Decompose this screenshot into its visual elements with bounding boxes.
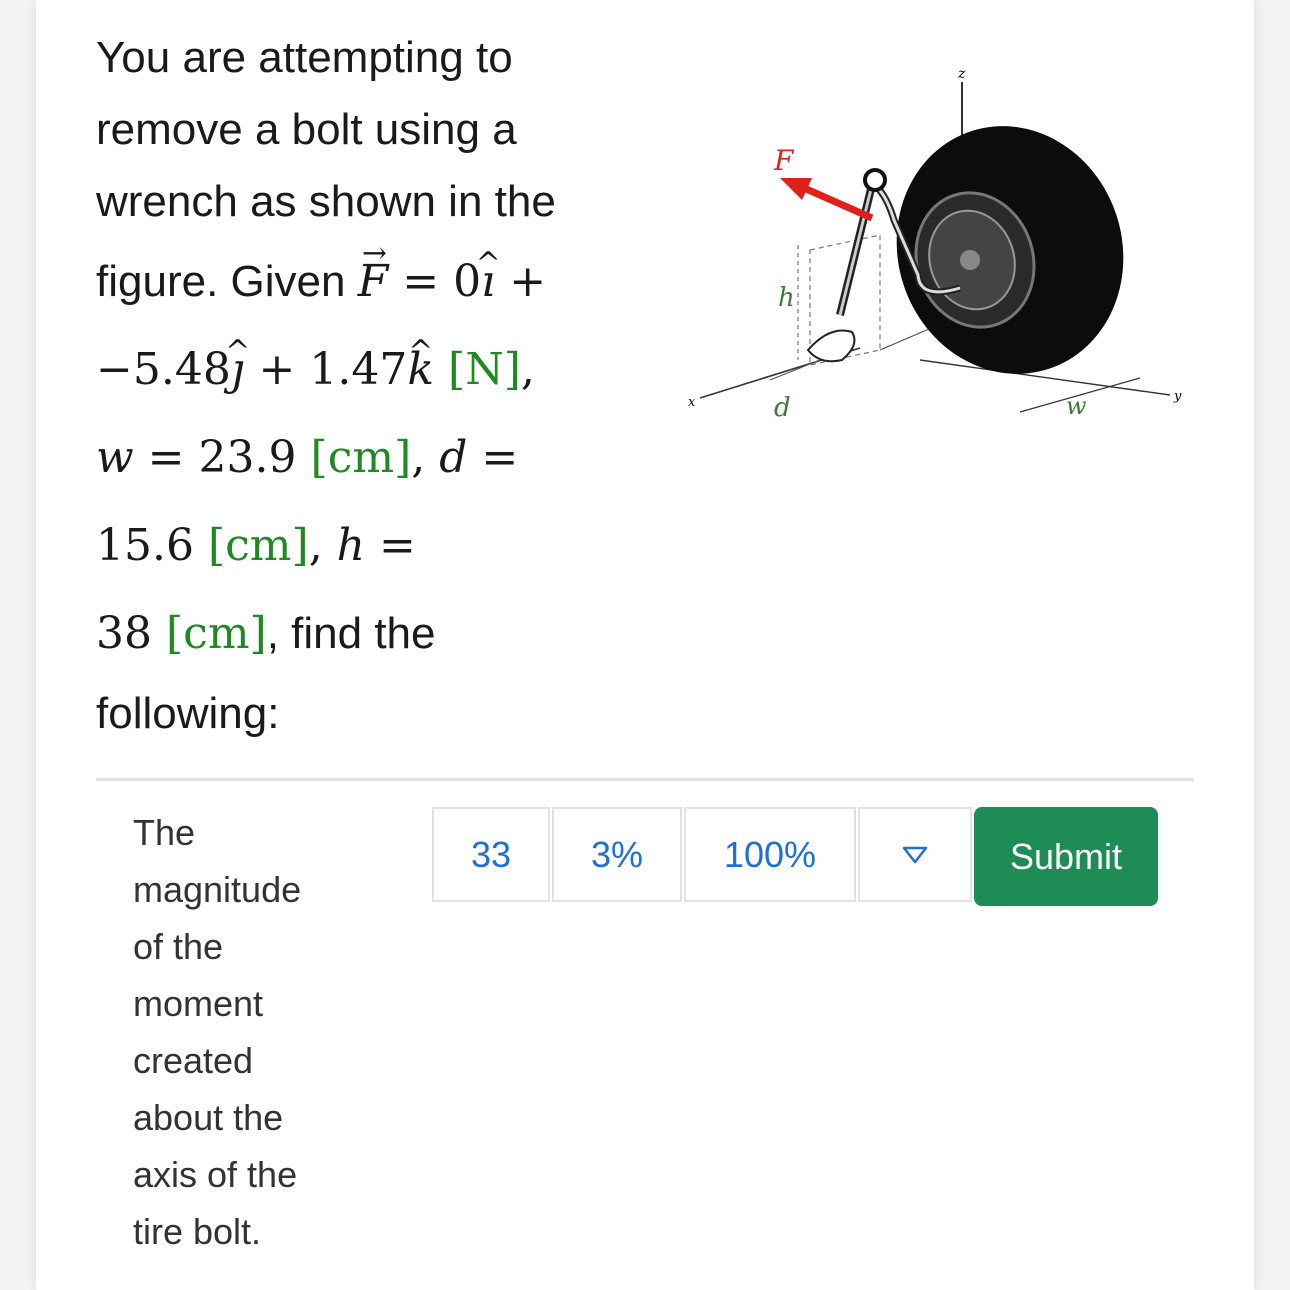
problem-line-1: You are attempting to xyxy=(96,33,513,82)
problem-line-5: −5.48^ ȷ + 1.47^ k [N], xyxy=(96,326,616,414)
force-vector-symbol: → F xyxy=(358,246,389,318)
problem-line-2: remove a bolt using a xyxy=(96,105,517,154)
problem-line-9: following: xyxy=(96,689,280,738)
problem-line-8: 38 [cm] , find the xyxy=(96,608,436,659)
h-label: h xyxy=(778,283,795,313)
submit-button[interactable]: Submit xyxy=(974,807,1158,906)
dropdown-toggle[interactable] xyxy=(858,807,972,902)
problem-line-3: wrench as shown in the xyxy=(96,177,556,226)
d-label: d xyxy=(774,393,791,423)
w-label: w xyxy=(1066,392,1087,420)
z-axis-label: z xyxy=(958,66,966,82)
y-axis-label: y xyxy=(1174,389,1182,404)
tire-wrench-figure xyxy=(680,60,1200,440)
problem-line-7: 15.6 [cm], h = xyxy=(96,520,416,571)
percent-value[interactable]: 3% xyxy=(552,807,682,902)
force-label: F xyxy=(774,144,794,177)
problem-line-6: w = 23.9 [cm], d = xyxy=(96,432,519,483)
problem-line-4: figure. Given → F = 0^ ı + xyxy=(96,238,616,326)
question-text: The magnitude of the moment created about the axis of the tire bolt. xyxy=(133,812,302,1252)
x-axis-label: x xyxy=(688,395,696,410)
answer-controls xyxy=(432,807,974,906)
force-unit: N xyxy=(465,344,504,395)
triangle-down-icon xyxy=(901,845,929,865)
score-value[interactable]: 100% xyxy=(684,807,856,902)
divider xyxy=(96,778,1194,781)
attempts-count[interactable]: 33 xyxy=(432,807,550,902)
problem-statement xyxy=(96,22,616,750)
